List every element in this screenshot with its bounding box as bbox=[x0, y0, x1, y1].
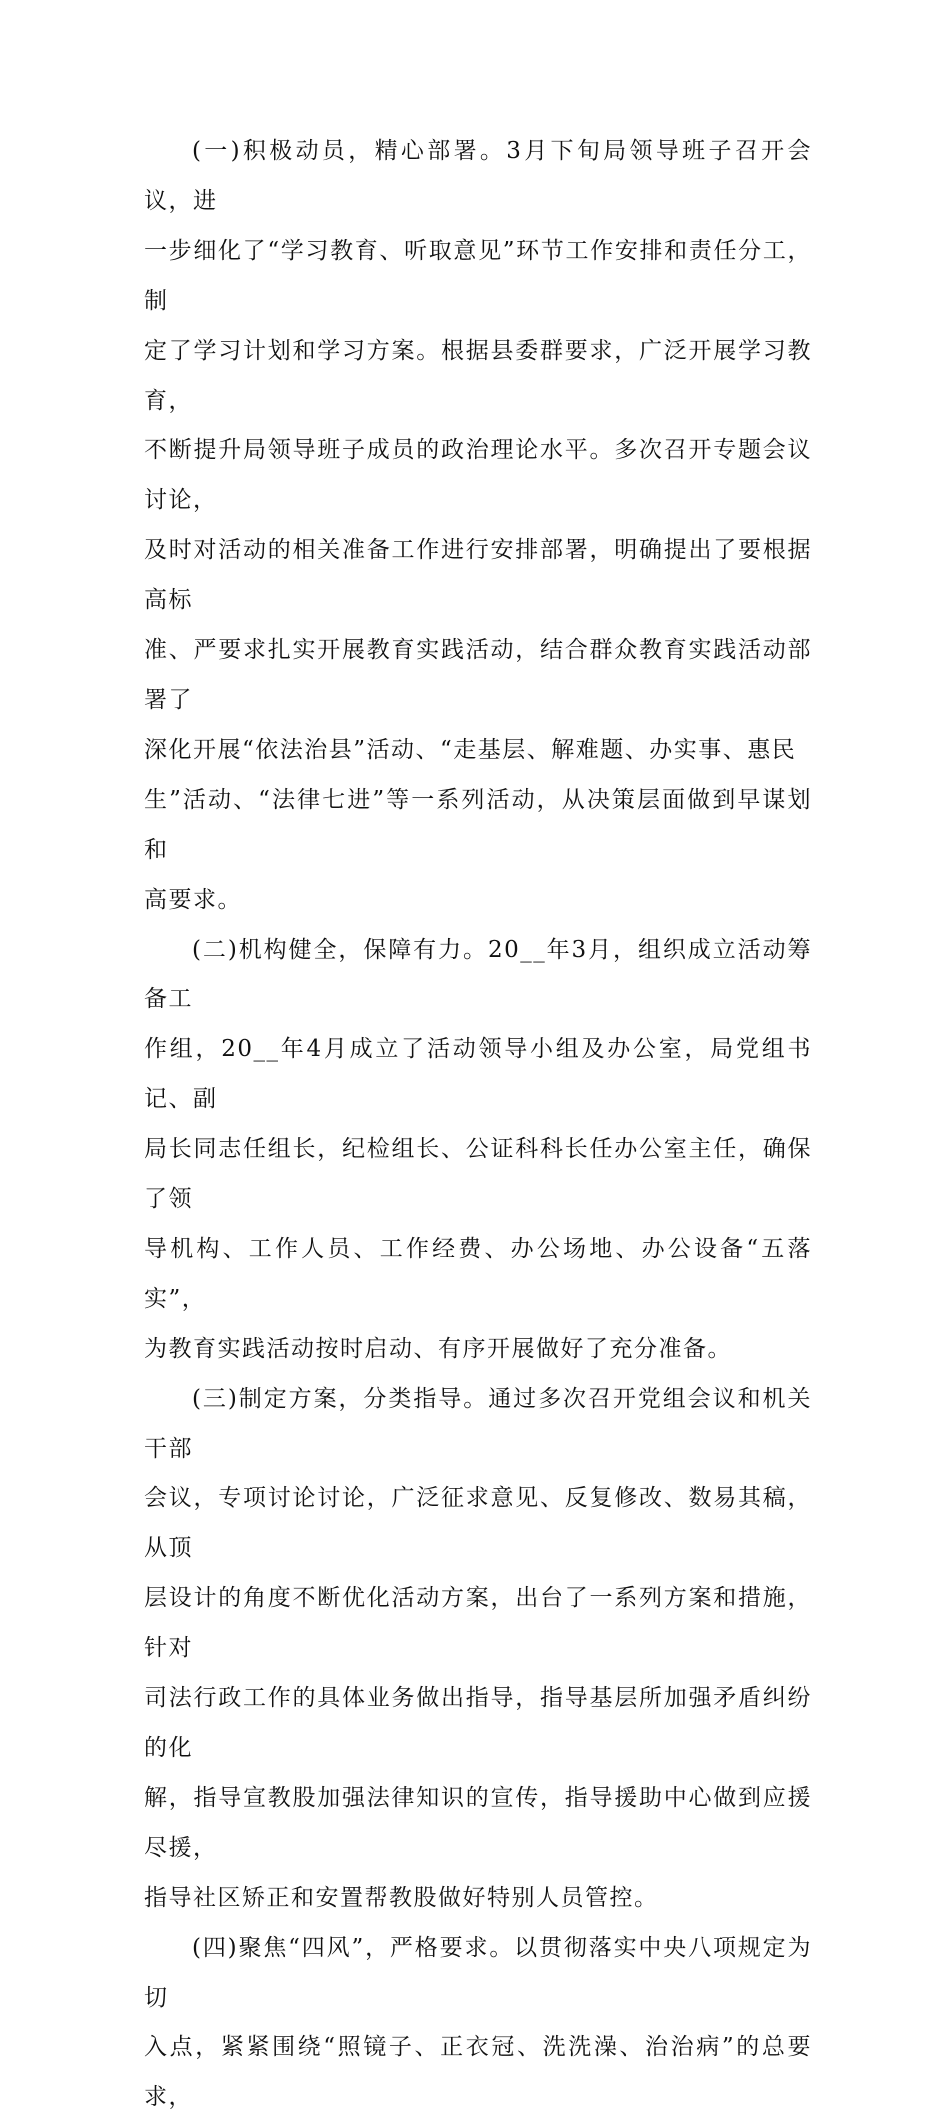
text-line: 深化开展“依法治县”活动、“走基层、解难题、办实事、惠民 bbox=[144, 736, 797, 763]
paragraph-2 bbox=[144, 926, 812, 1375]
paragraph-4 bbox=[144, 1924, 812, 2123]
text-line: 司法行政工作的具体业务做出指导，指导基层所加强矛盾纠纷的化 bbox=[144, 1685, 812, 1761]
text-line: 高要求。 bbox=[144, 886, 242, 913]
text-line: 导机构、工作人员、工作经费、办公场地、办公设备“五落实”， bbox=[144, 1235, 812, 1312]
text-line: 为教育实践活动按时启动、有序开展做好了充分准备。 bbox=[144, 1335, 732, 1362]
document-body bbox=[144, 127, 812, 2123]
text-line: (四)聚焦“四风”，严格要求。以贯彻落实中央八项规定为切 bbox=[144, 1934, 812, 2011]
text-line: 及时对活动的相关准备工作进行安排部署，明确提出了要根据高标 bbox=[144, 537, 812, 614]
text-line: 定了学习计划和学习方案。根据县委群要求，广泛开展学习教育， bbox=[144, 337, 812, 414]
text-line: 生”活动、“法律七进”等一系列活动，从决策层面做到早谋划和 bbox=[144, 786, 812, 863]
paragraph-1 bbox=[144, 127, 812, 926]
text-line: 准、严要求扎实开展教育实践活动，结合群众教育实践活动部署了 bbox=[144, 637, 812, 713]
text-line: 会议，专项讨论讨论，广泛征求意见、反复修改、数易其稿，从顶 bbox=[144, 1485, 812, 1562]
text-line: (三)制定方案，分类指导。通过多次召开党组会议和机关干部 bbox=[144, 1385, 812, 1462]
text-line: (二)机构健全，保障有力。20__年3月，组织成立活动筹备工 bbox=[144, 936, 812, 1013]
text-line: 层设计的角度不断优化活动方案，出台了一系列方案和措施，针对 bbox=[144, 1585, 812, 1662]
text-line: 解，指导宣教股加强法律知识的宣传，指导援助中心做到应援尽援， bbox=[144, 1784, 812, 1861]
text-line: 作组，20__年4月成立了活动领导小组及办公室，局党组书记、副 bbox=[144, 1036, 812, 1113]
paragraph-3 bbox=[144, 1375, 812, 1924]
text-line: 指导社区矫正和安置帮教股做好特别人员管控。 bbox=[144, 1884, 659, 1911]
text-line: 一步细化了“学习教育、听取意见”环节工作安排和责任分工，制 bbox=[144, 237, 812, 314]
text-line: 不断提升局领导班子成员的政治理论水平。多次召开专题会议讨论， bbox=[144, 437, 812, 514]
text-line: (一)积极动员，精心部署。3月下旬局领导班子召开会议，进 bbox=[144, 138, 812, 214]
text-line: 入点，紧紧围绕“照镜子、正衣冠、洗洗澡、治治病”的总要求， bbox=[144, 2034, 812, 2111]
text-line: 局长同志任组长，纪检组长、公证科科长任办公室主任，确保了领 bbox=[144, 1136, 812, 1213]
